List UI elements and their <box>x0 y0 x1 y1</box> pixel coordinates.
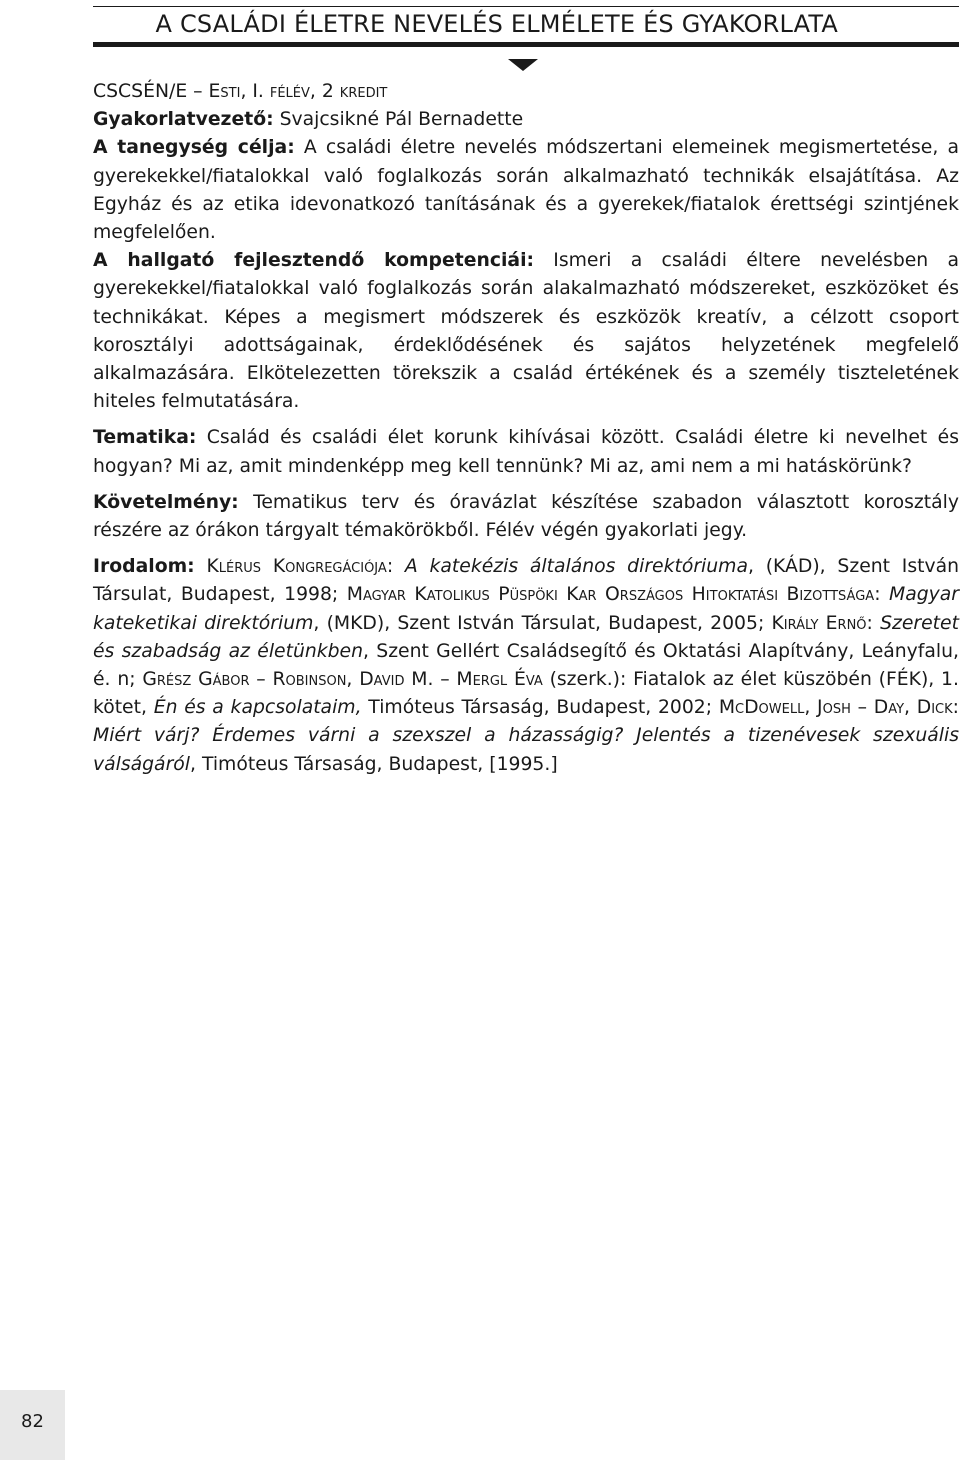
instructor-name: Svajcsikné Pál Bernadette <box>273 109 524 131</box>
literature-text: , Szent Gellért Családsegítő és Oktatási Alapítvány, Leányfalu, é. n; <box>93 640 960 691</box>
literature-author: Mergl Éva <box>456 669 543 691</box>
literature-author: Király Ernő <box>771 612 867 634</box>
literature-author: Klérus Kongregációja <box>206 556 387 578</box>
instructor-label: Gyakorlatvezető: <box>93 109 274 131</box>
course-semester: I. félév <box>252 81 310 102</box>
requirements-label: Követelmény: <box>93 491 239 513</box>
literature-title: Magyar kateketikai direktórium <box>93 584 959 634</box>
literature-text: – <box>850 697 874 719</box>
literature-author: Grész Gábor <box>142 669 250 691</box>
competencies-text: Ismeri a családi éltere nevelésben a gyerekekkel/fiatalokkal való foglalkozás során alakalmazható módszereket, eszközöket és technikákat. Képes a megismert módszerek és eszközök kreatív, a célzott csoport korosztályi adottságainak, érdeklődésének és sajátos helyzetének megfelelő alkalmazására. Elkötelezetten törekszik a család értékének és a személy tiszteletének hiteles felmutatására. <box>93 250 959 413</box>
literature-text: : <box>874 584 890 606</box>
section-marker-triangle-icon <box>508 59 538 71</box>
topics-label: Tematika: <box>93 427 197 449</box>
goal-label: A tanegység célja: <box>93 137 295 159</box>
literature-author: Day, Dick <box>873 697 953 719</box>
literature-title: A katekézis általános direktóriuma <box>404 556 748 578</box>
page-number: 82 <box>21 1411 44 1432</box>
literature-text: : <box>386 556 405 578</box>
running-header-title: A CSALÁDI ÉLETRE NEVELÉS ELMÉLETE ÉS GYAKORLATA <box>155 10 838 38</box>
literature-title: Én és a kapcsolataim, <box>153 697 362 719</box>
goal-text: A családi életre nevelés módszertani elemeinek megismertetése, a gyerekekkel/fiatalokkal való foglalkozás során alkalmazható technikák elsajátítása. Az Egyház és az etika idevonatkozó tanításának és a gyerekek/fiatalok érettségi szintjének megfelelően. <box>93 137 959 244</box>
topics-paragraph <box>93 424 959 480</box>
literature-author: Magyar Katolikus Püspöki Kar Országos Hitoktatási Bizottsága <box>346 584 875 606</box>
header-rule-bottom <box>93 42 959 47</box>
course-code: CSCSÉN/E <box>93 81 188 102</box>
competencies-paragraph <box>93 247 959 416</box>
literature-text <box>195 556 207 577</box>
literature-text: , (KÁD), Szent István Társulat, Budapest, 1998; <box>93 556 959 606</box>
literature-author: McDowell, Josh <box>718 697 851 719</box>
course-meta-line: CSCSÉN/E – Esti, I. félév, 2 kredit <box>93 81 388 102</box>
literature-paragraph <box>93 553 959 779</box>
literature-text: – <box>249 669 273 691</box>
course-credits: 2 kredit <box>321 81 388 102</box>
requirements-text: Tematikus terv és óravázlat készítése szabadon választott korosztály részére az órákon tárgyalt témakörökből. Félév végén gyakorlati jegy. <box>93 491 959 542</box>
literature-text: : <box>866 612 881 634</box>
instructor-line <box>93 106 959 134</box>
literature-title: Szeretet és szabadság az életünkben <box>93 612 959 662</box>
literature-text: (szerk.): Fiatalok az élet küszöbén (FÉK), 1. kötet, <box>93 669 959 719</box>
literature-text: – <box>433 669 457 691</box>
header-rule-top <box>93 6 959 7</box>
literature-author: Robinson, David M. <box>272 669 434 691</box>
goal-paragraph <box>93 134 959 247</box>
literature-text: Timóteus Társaság, Budapest, 2002; <box>361 697 719 719</box>
literature-text: : <box>952 697 959 719</box>
course-schedule: Esti <box>208 81 241 102</box>
requirements-paragraph <box>93 489 959 545</box>
topics-text: Család és családi élet korunk kihívásai között. Családi életre ki nevelhet és hogyan? Mi az, amit mindenképp meg kell tennünk? Mi az, ami nem a mi hatáskörünk? <box>93 427 959 477</box>
literature-text: , (MKD), Szent István Társulat, Budapest, 2005; <box>313 612 772 634</box>
literature-label: Irodalom: <box>93 556 195 578</box>
course-description <box>93 78 959 779</box>
literature-title: Miért várj? Érdemes várni a szexszel a házasságig? Jelentés a tizenévesek szexuális válságáról <box>93 725 959 775</box>
literature-text: , Timóteus Társaság, Budapest, [1995.] <box>190 753 558 775</box>
competencies-label: A hallgató fejlesztendő kompetenciái: <box>93 250 535 272</box>
